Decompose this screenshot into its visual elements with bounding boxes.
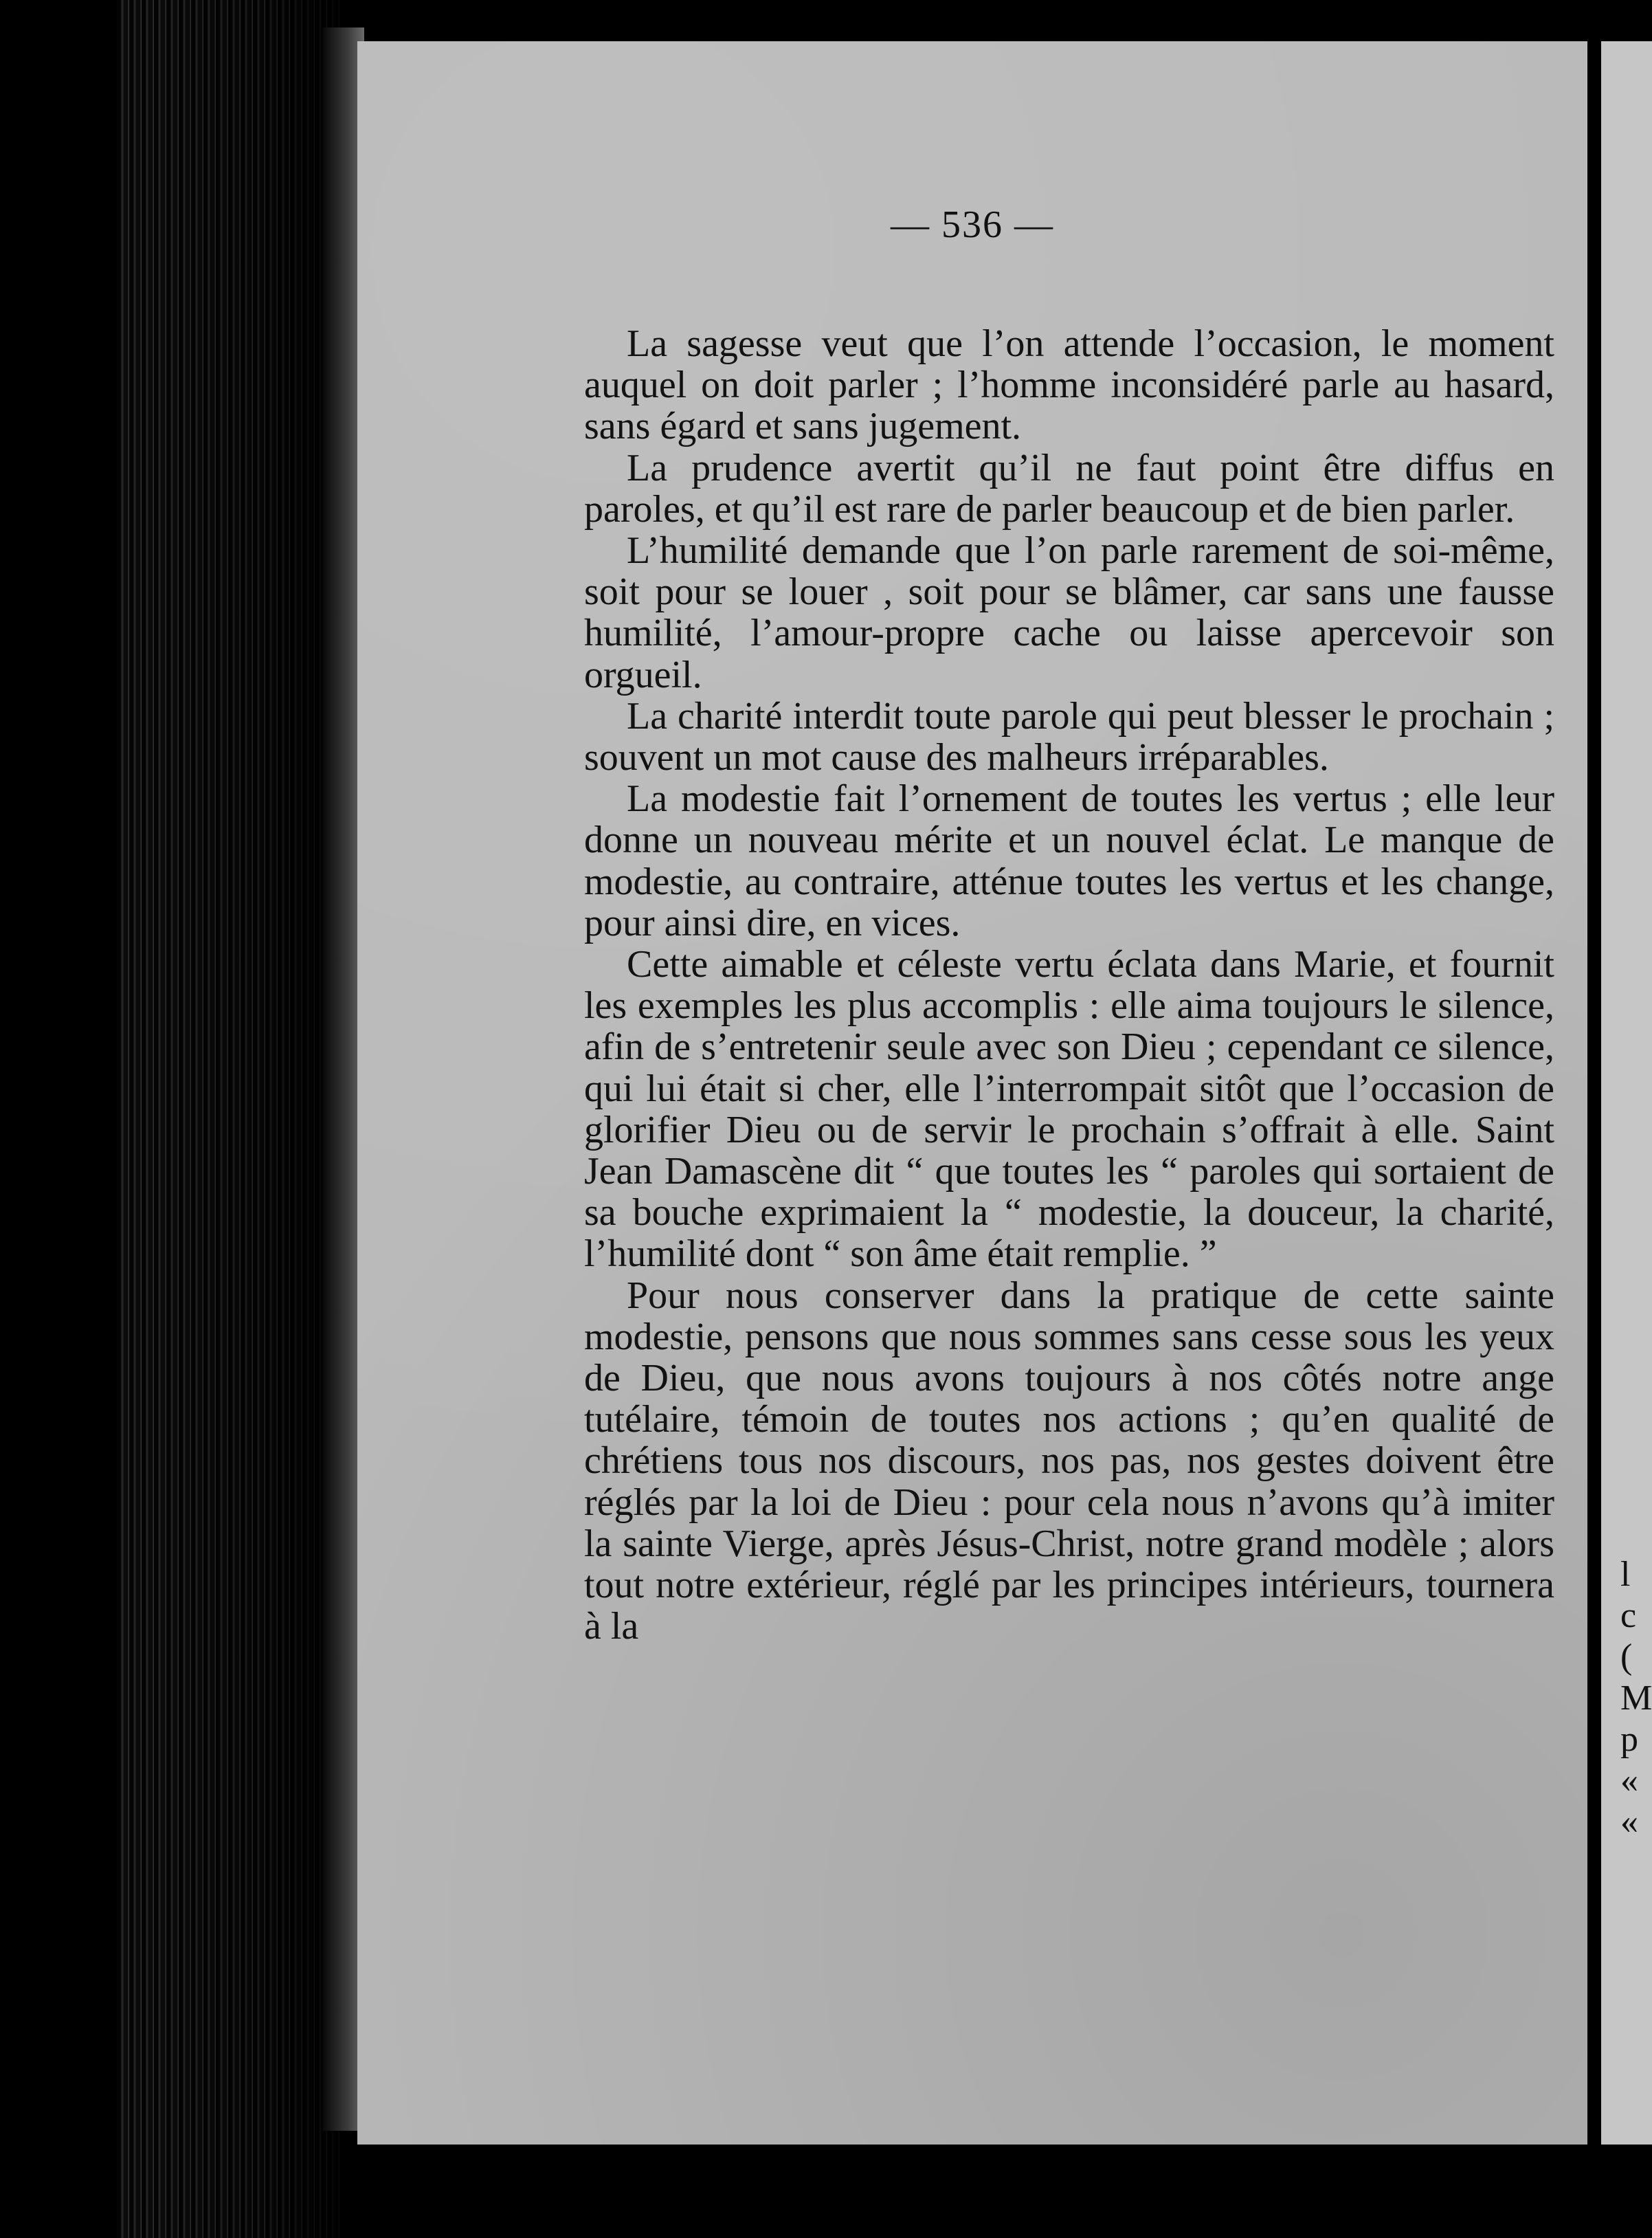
paragraph-charite: La charité interdit toute parole qui peut blesser le prochain ; souvent un mot cause des malheurs irréparables. — [584, 694, 1554, 779]
next-page-fragment: ( — [1620, 1637, 1633, 1676]
page-number: — 536 — — [891, 203, 1054, 246]
book-page — [357, 41, 1587, 2145]
paragraph-conserver: Pour nous conserver dans la pratique de cette sainte modestie, pensons que nous sommes sans cesse sous les yeux de Dieu, que nous avons toujours à nos côtés notre ange tutélaire, témoin de toutes nos actions ; qu’en qualité de chrétiens tous nos discours, nos pas, nos gestes doivent être réglés par la loi de Dieu : pour cela nous n’avons qu’à imiter la sainte Vierge, après Jésus-Christ, notre grand modèle ; alors tout notre extérieur, réglé par les principes intérieurs, tournera à la — [584, 1274, 1554, 1648]
next-page-fragment: p — [1620, 1720, 1638, 1759]
paragraph-modestie: La modestie fait l’ornement de toutes les vertus ; elle leur donne un nouveau mérite et un nouvel éclat. Le manque de modestie, au contraire, atténue toutes les vertus et les change, pour ainsi dire, en vices. — [584, 777, 1554, 944]
next-page-fragment: l — [1620, 1555, 1631, 1594]
paragraph-sagesse: La sagesse veut que l’on attende l’occasion, le moment auquel on doit parler ; l’homme inconsidéré parle au hasard, sans égard et sans jugement. — [584, 322, 1554, 448]
paragraph-marie: Cette aimable et céleste vertu éclata dans Marie, et fournit les exemples les plus accomplis : elle aima toujours le silence, afin de s’entretenir seule avec son Dieu ; cependant ce silence, qui lui était si cher, elle l’interrompait sitôt que l’occasion de glorifier Dieu ou de servir le prochain s’offrait à elle. Saint Jean Damascène dit “ que toutes les “ paroles qui sortaient de sa bouche exprimaient la “ modestie, la douceur, la charité, l’humilité dont “ son âme était remplie. ” — [584, 943, 1554, 1276]
next-page-fragment: « — [1620, 1802, 1638, 1841]
next-page-fragment: c — [1620, 1596, 1637, 1635]
next-page-fragment: « — [1620, 1761, 1638, 1800]
body-text — [584, 323, 1554, 1648]
next-page-sliver — [1601, 41, 1652, 2145]
paragraph-prudence: La prudence avertit qu’il ne faut point être diffus en paroles, et qu’il est rare de parler beaucoup et de bien parler. — [584, 446, 1554, 531]
next-page-fragment: M — [1620, 1678, 1652, 1718]
book-page-edges — [117, 0, 344, 2238]
paragraph-humilite: L’humilité demande que l’on parle rarement de soi-même, soit pour se louer , soit pour se blâmer, car sans une fausse humilité, l’amour-propre cache ou laisse apercevoir son orgueil. — [584, 529, 1554, 696]
